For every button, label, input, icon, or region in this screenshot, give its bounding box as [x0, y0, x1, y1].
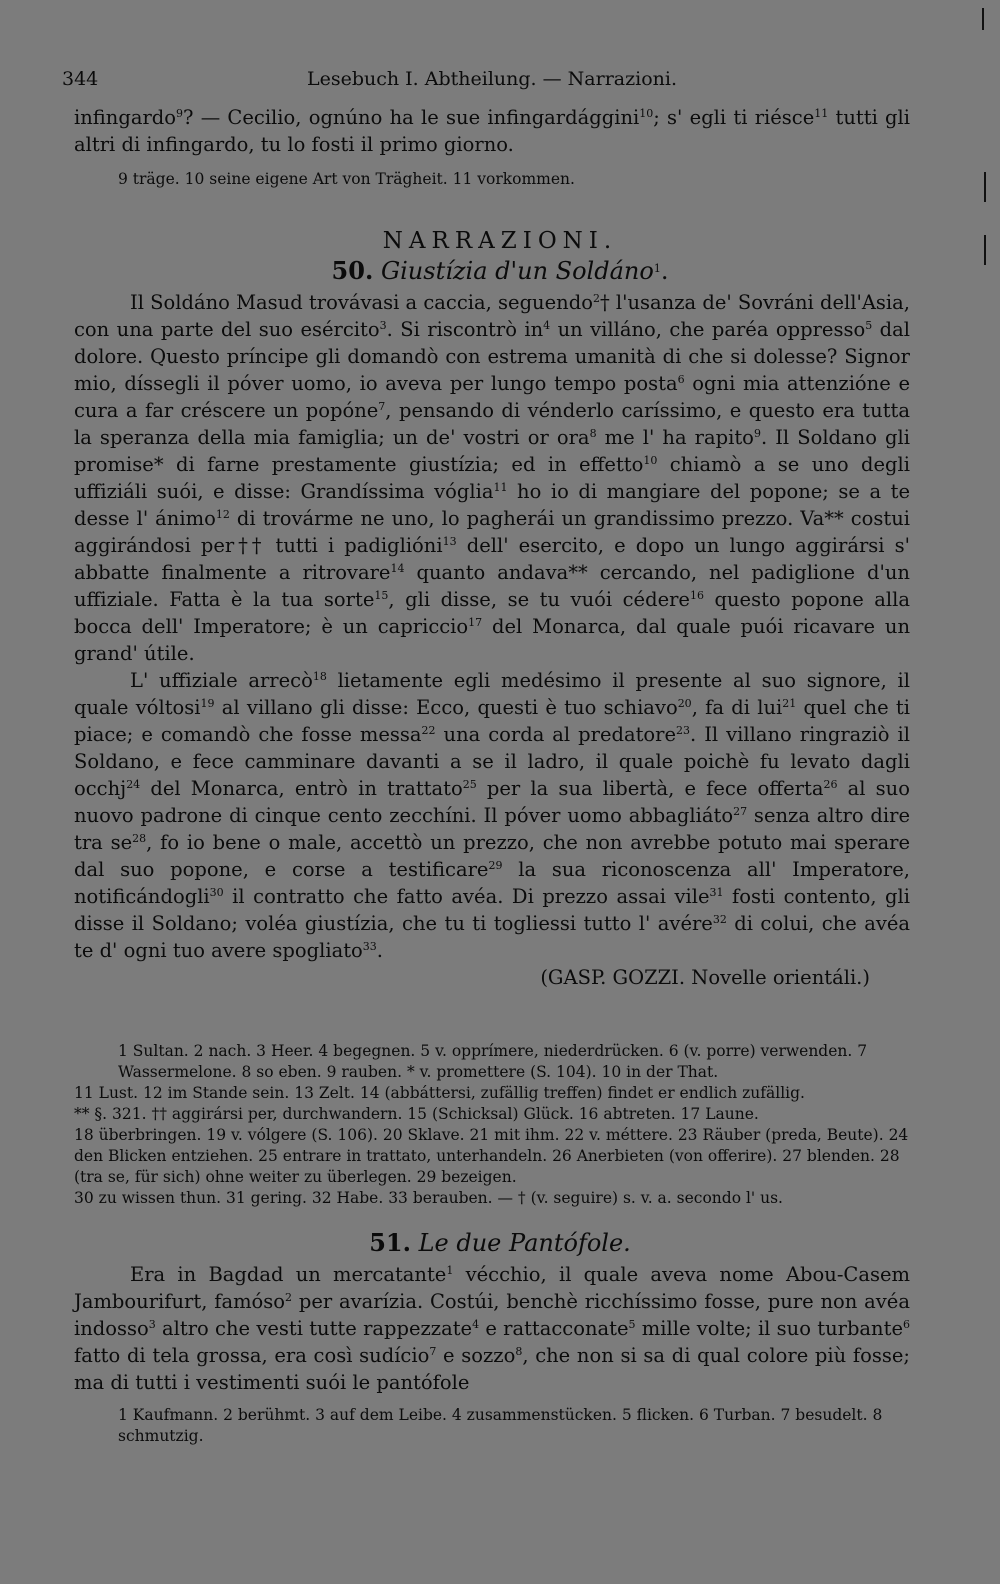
footnote-line: ** §. 321. †† aggirársi per, durchwandern. 15 (Schicksal) Glück. 16 abtreten. 17 Laune.	[74, 1105, 759, 1123]
story-title-text: Giustízia d'un Soldáno	[380, 257, 654, 285]
story-50-body	[74, 289, 910, 991]
footnote-line: 18 überbringen. 19 v. vólgere (S. 106). 20 Sklave. 21 mit ihm. 22 v. méttere. 23 Räuber (preda, Beute). 24 den Blicken entziehen. 25 entrare in trattato, unterhandeln. 26 Anerbieten (von offerire). 27 blenden. 28 (tra se, für sich) ohne weiter zu überlegen. 29 bezeigen.	[74, 1126, 909, 1186]
story-50-source	[74, 964, 910, 991]
story-51-notes	[74, 1405, 910, 1447]
footnote-line: 1 Sultan. 2 nach. 3 Heer. 4 begegnen. 5 v. opprímere, niederdrücken. 6 (v. porre) verwenden. 7 Wassermelone. 8 so eben. 9 rauben. * v. promettere (S. 104). 10 in der That.	[118, 1042, 868, 1081]
source-citation: (GASP. GOZZI. Novelle orientáli.)	[540, 966, 870, 989]
page-number: 344	[62, 68, 99, 90]
story-50-notes	[74, 1041, 910, 1209]
prev-story-notes	[74, 169, 910, 190]
footnote-line: 11 Lust. 12 im Stande sein. 13 Zelt. 14 (abbáttersi, zufällig treffen) findet er endlich zufällig.	[74, 1084, 805, 1102]
story-51-paragraph-1: Era in Bagdad un mercatante$^1$ vécchio, il quale aveva nome Abou-Casem Jambourifurt, famóso$^2$ per avarízia. Costúi, benchè ricchíssimo fosse, pure non avéa indosso$^3$ altro che vesti tutte rappezzate$^4$ e rattacconate$^5$ mille volte; il suo turbante$^6$ fatto di tela grossa, era così sudício$^7$ e sozzo$^8$, che non si sa di qual colore più fosse; ma di tutti i vestimenti suói le pantófole	[74, 1263, 910, 1394]
footnote-line: 9 träge. 10 seine eigene Art von Trägheit. 11 vorkommen.	[118, 170, 575, 188]
story-50-paragraph-2: L' uffiziale arrecò$^{18}$ lietamente egli medésimo il presente al suo signore, il quale vóltosi$^{19}$ al villano gli disse: Ecco, questi è tuo schiavo$^{20}$, fa di lui$^{21}$ quel che ti piace; e comandò che fosse messa$^{22}$ una corda al predatore$^{23}$. Il villano ringraziò il Soldano, e fece camminare davanti a se il ladro, il quale poichè fu levato dagli occhj$^{24}$ del Monarca, entrò in trattato$^{25}$ per la sua libertà, e fece offerta$^{26}$ al suo nuovo padrone di cinque cento zecchíni. Il póver uomo abbagliáto$^{27}$ senza altro dire tra $se^{28}$, fo io bene o male, accettò un prezzo, che non avrebbe potuto mai sperare dal suo popone, e corse a testificare$^{29}$ la sua riconoscenza all' Imperatore, notificándogli$^{30}$ il contratto che fatto avéa. Di prezzo assai vile$^{31}$ fosti contento, gli disse il Soldano; voléa giustízia, che tu ti togliessi tutto l' avére$^{32}$ di colui, che avéa te d' ogni tuo avere spogliato$^{33}$.	[74, 669, 911, 962]
running-title: Lesebuch I. Abtheilung. — Narrazioni.	[307, 68, 677, 90]
margin-mark	[982, 8, 984, 30]
margin-mark	[984, 172, 986, 202]
story-51-title	[0, 1228, 1000, 1257]
story-title-note: 1	[653, 262, 661, 275]
section-heading: NARRAZIONI.	[382, 228, 618, 254]
margin-mark	[984, 235, 986, 265]
story-50-title: 50. Giustízia d'un Soldáno$^1$.	[331, 256, 669, 285]
footnote-line: 30 zu wissen thun. 31 gering. 32 Habe. 33 berauben. — † (v. seguire) s. v. a. secondo l' us.	[74, 1189, 783, 1207]
story-number: 51.	[369, 1228, 411, 1257]
story-title-text: Le due Pantófole.	[418, 1229, 631, 1257]
footnote-line: 1 Kaufmann. 2 berühmt. 3 auf dem Leibe. 4 zusammenstücken. 5 flicken. 6 Turban. 7 besudelt. 8 schmutzig.	[118, 1406, 883, 1445]
story-50-paragraph-1: Il Soldáno Masud trovávasi a caccia, seguendo$^2$† l'usanza de' Sovráni dell'Asia, con una parte del suo esército$^3$. Si riscontrò $in^4$ un villáno, che paréa oppresso$^5$ dal dolore. Questo príncipe gli domandò con estrema umanità di che si dolesse? Signor mio, díssegli il póver uomo, io aveva per lungo tempo posta$^6$ ogni mia attenzióne e cura a far créscere un popóne$^7$, pensando di vénderlo caríssimo, e questo era tutta la speranza della mia famiglia; un de' vostri or ora$^8$ me l' ha rapito$^9$. Il Soldano gli promise* di farne prestamente giustízia; ed in effetto$^{10}$ chiamò a se uno degli uffiziáli suói, e disse: Grandíssima vóglia$^{11}$ ho io di mangiare del popone; se a te desse l' ánimo$^{12}$ di trovárme ne uno, lo pagherái un grandissimo prezzo. Va** costui aggirándosi per†† tutti i padiglióni$^{13}$ dell' esercito, e dopo un lungo aggirársi s' abbatte finalmente a ritrovare$^{14}$ quanto andava** cercando, nel padiglione d'un uffiziale. Fatta è la tua sorte$^{15}$, gli disse, se tu vuói cédere$^{16}$ questo popone alla bocca dell' Imperatore; è un capriccio$^{17}$ del Monarca, dal quale puói ricavare un grand' útile.	[74, 291, 911, 665]
prev-story-text	[74, 104, 910, 158]
prev-story-paragraph: infingardo$^9$? — Cecilio, ognúno ha le sue infingardággini$^{10}$; s' egli ti riésce$^{11}$ tutti gli altri di infingardo, tu lo fosti il primo giorno.	[74, 106, 910, 156]
story-number: 50.	[331, 256, 374, 285]
story-51-body	[74, 1261, 910, 1396]
